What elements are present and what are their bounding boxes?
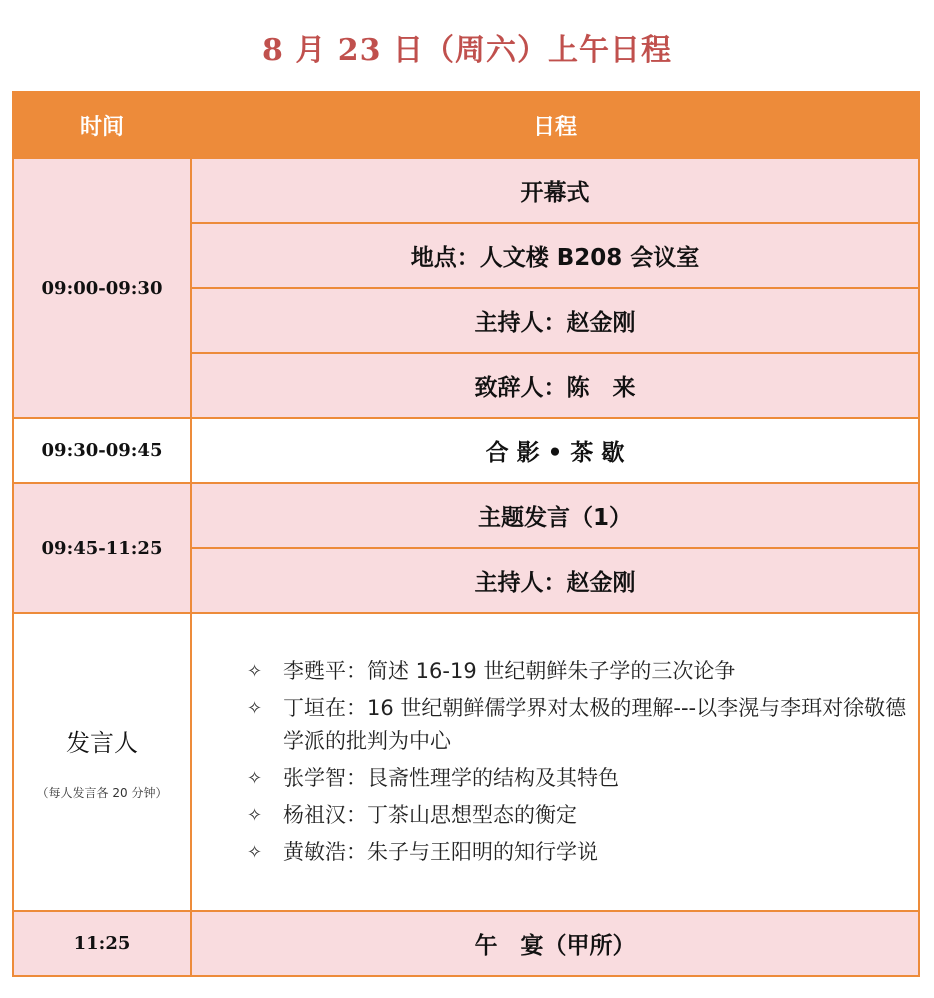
table-row [13,483,919,548]
list-item [247,836,912,869]
speaker-note: （每人发言各 20 分钟） [36,786,168,800]
schedule-cell: 地点：人文楼 B208 会议室 [191,223,919,288]
time-cell-session3: 09:45-11:25 [13,483,191,613]
speaker-label: 发言人 [66,729,138,757]
list-item [247,762,912,795]
schedule-cell: 致辞人：陈 来 [191,353,919,418]
time-cell-session1: 09:00-09:30 [13,158,191,418]
list-item [247,799,912,832]
diamond-star-icon: ✧ [247,661,263,682]
schedule-cell: 午 宴（甲所） [191,911,919,976]
page-title: 8 月 23 日（周六）上午日程 [262,33,672,68]
time-cell-session2: 09:30-09:45 [13,418,191,483]
table-row [13,158,919,223]
table-row [13,418,919,483]
speaker-item-text: 张学智：艮斋性理学的结构及其特色 [283,766,619,790]
schedule-cell: 主题发言（1） [191,483,919,548]
schedule-cell: 主持人：赵金刚 [191,288,919,353]
list-item [247,692,912,758]
speaker-item-text: 李甦平：简述 16-19 世纪朝鲜朱子学的三次论争 [283,659,736,683]
header-time: 时间 [13,92,191,158]
speaker-item-text: 杨祖汉：丁茶山思想型态的衡定 [283,803,577,827]
speaker-list [191,613,919,911]
schedule-cell: 开幕式 [191,158,919,223]
speaker-label-cell [13,613,191,911]
speaker-item-text: 丁垣在：16 世纪朝鲜儒学界对太极的理解---以李滉与李珥对徐敬德学派的批判为中心 [283,696,907,753]
table-row [13,911,919,976]
schedule-cell: 合 影 • 茶 歇 [191,418,919,483]
list-item [247,655,912,688]
table-row [13,613,919,911]
time-cell-lunch: 11:25 [13,911,191,976]
header-schedule: 日程 [191,92,919,158]
diamond-star-icon: ✧ [247,805,263,826]
diamond-star-icon: ✧ [247,698,263,719]
table-header-row [13,92,919,158]
diamond-star-icon: ✧ [247,768,263,789]
speaker-item-text: 黄敏浩：朱子与王阳明的知行学说 [283,840,598,864]
diamond-star-icon: ✧ [247,842,263,863]
schedule-cell: 主持人：赵金刚 [191,548,919,613]
schedule-table [12,91,920,977]
